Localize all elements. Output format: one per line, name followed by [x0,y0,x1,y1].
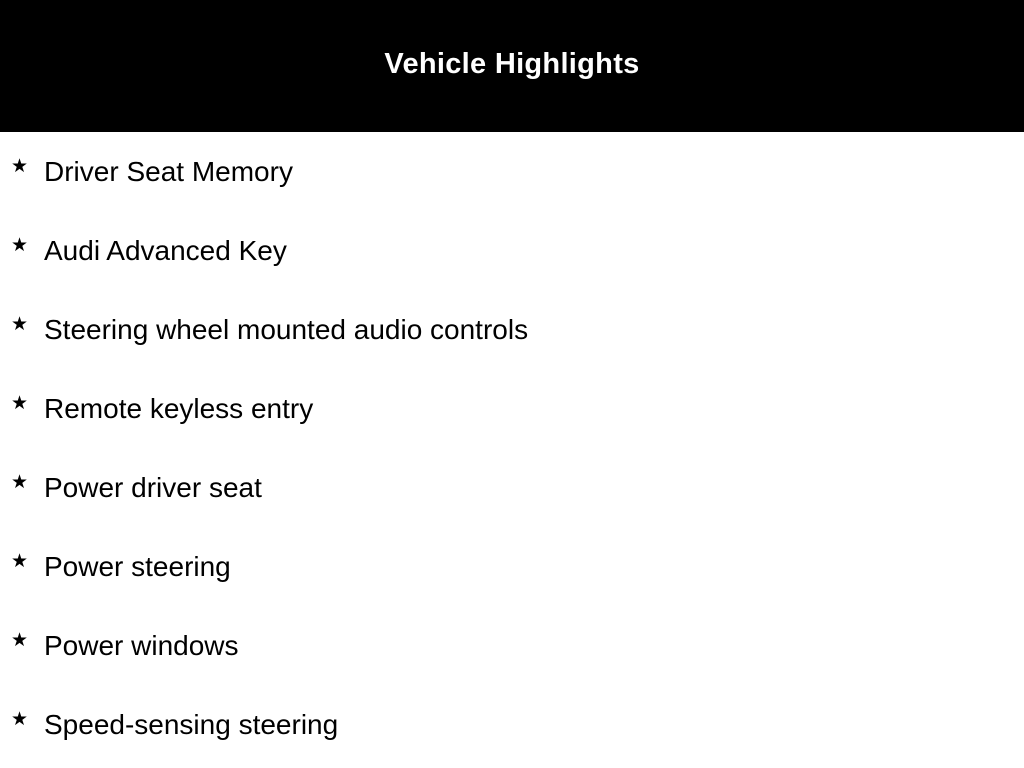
list-item [0,448,1024,527]
highlight-label: Speed-sensing steering [44,709,339,740]
list-item [0,685,1024,764]
list-item [0,211,1024,290]
list-item [0,132,1024,211]
header-bar [0,0,1024,132]
highlight-label: Driver Seat Memory [44,156,293,187]
star-icon: ★ [11,392,29,414]
highlight-label: Power steering [44,551,231,582]
list-item [0,369,1024,448]
highlight-label: Audi Advanced Key [44,235,287,266]
star-icon: ★ [11,155,29,177]
highlight-label: Remote keyless entry [44,393,314,424]
list-item [0,290,1024,369]
star-icon: ★ [11,234,29,256]
highlight-label: Power windows [44,630,239,661]
star-icon: ★ [11,629,29,651]
list-item [0,606,1024,685]
star-icon: ★ [11,550,29,572]
star-icon: ★ [11,313,29,335]
highlights-list [0,132,1024,764]
highlight-label: Power driver seat [44,472,262,503]
star-icon: ★ [11,708,29,730]
star-icon: ★ [11,471,29,493]
page-title: Vehicle Highlights [384,47,640,80]
list-item [0,527,1024,606]
highlight-label: Steering wheel mounted audio controls [44,314,529,345]
